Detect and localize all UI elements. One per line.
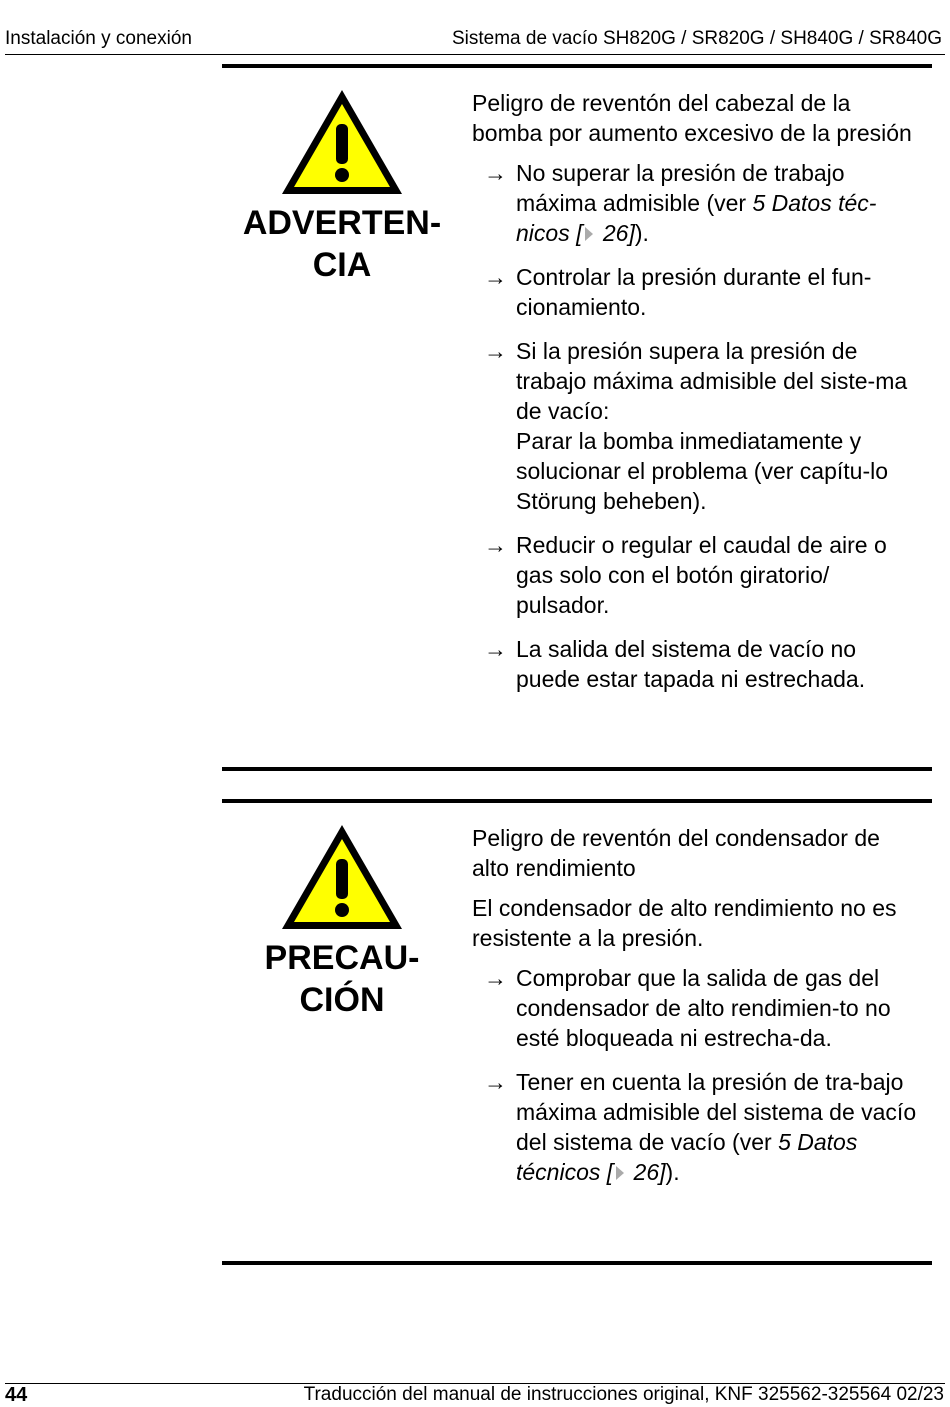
warning-notice <box>222 64 932 774</box>
action-list <box>472 158 922 694</box>
action-list <box>472 963 922 1187</box>
page-ref-arrow-icon <box>585 227 593 241</box>
action-text: No superar la presión de trabajo máxima admisible (ver <box>516 160 845 216</box>
arrow-right-icon: → <box>484 338 507 364</box>
notice-bottom-bar <box>222 1261 932 1265</box>
ref-title: 5 Datos téc-nicos [ <box>516 190 877 246</box>
ref-page: 26] <box>627 1159 666 1185</box>
ref-page: 26] <box>596 220 635 246</box>
page-ref-arrow-icon <box>616 1166 624 1180</box>
action-item <box>472 158 922 248</box>
action-text: Tener en cuenta la presión de tra-bajo máxima admisible del sistema de vacío del sistema de vacío (ver <box>516 1069 917 1155</box>
footer-document-info: Traducción del manual de instrucciones original, KNF 325562-325564 02/23 <box>303 1384 944 1405</box>
header-product-title: Sistema de vacío SH820G / SR820G / SH840G / SR840G <box>451 28 942 49</box>
header-section-title: Instalación y conexión <box>5 28 192 49</box>
notice-top-bar <box>222 799 932 803</box>
action-text-end: ). <box>665 1159 680 1185</box>
hazard-description: El condensador de alto rendimiento no es resistente a la presión. <box>472 895 897 951</box>
page-number: 44 <box>5 1384 28 1406</box>
action-text-continued: Parar la bomba inmediatamente y solucionar el problema (ver capítu-lo Störung beheben). <box>516 428 889 514</box>
signal-word-line: CIA <box>312 246 372 284</box>
notice-content <box>472 88 922 708</box>
signal-panel <box>222 821 462 1021</box>
action-text: La salida del sistema de vacío no puede estar tapada ni estrechada. <box>516 636 866 692</box>
action-item <box>472 1067 922 1187</box>
action-text: Si la presión supera la presión de trabajo máxima admisible del siste-ma de vacío: <box>516 338 908 424</box>
signal-word-warning <box>222 202 462 286</box>
notice-bottom-bar <box>222 767 932 771</box>
hazard-title: Peligro de reventón del condensador de alto rendimiento <box>472 825 880 881</box>
ref-title: 5 Datos técnicos [ <box>516 1129 858 1185</box>
notice-top-bar <box>222 64 932 68</box>
arrow-right-icon: → <box>484 1069 507 1095</box>
action-text-end: ). <box>634 220 649 246</box>
hazard-title: Peligro de reventón del cabezal de la bomba por aumento excesivo de la presión <box>472 90 912 146</box>
arrow-right-icon: → <box>484 965 507 991</box>
action-text: Comprobar que la salida de gas del condensador de alto rendimien-to no esté bloqueada ni estrecha-da. <box>516 965 891 1051</box>
warning-triangle-icon <box>278 86 406 198</box>
arrow-right-icon: → <box>484 160 507 186</box>
caution-notice <box>222 799 932 1269</box>
arrow-right-icon: → <box>484 532 507 558</box>
action-item <box>472 963 922 1053</box>
action-item <box>472 530 922 620</box>
signal-word-line: PRECAU- <box>264 939 420 977</box>
action-text: Controlar la presión durante el fun-cionamiento. <box>516 264 872 320</box>
notice-content <box>472 823 922 1201</box>
arrow-right-icon: → <box>484 264 507 290</box>
header-divider <box>5 54 945 55</box>
action-item <box>472 262 922 322</box>
action-text: Reducir o regular el caudal de aire o gas solo con el botón giratorio/ pulsador. <box>516 532 887 618</box>
arrow-right-icon: → <box>484 636 507 662</box>
action-item <box>472 634 922 694</box>
signal-word-caution <box>222 937 462 1021</box>
signal-word-line: CIÓN <box>299 981 385 1019</box>
signal-panel <box>222 86 462 286</box>
warning-triangle-icon <box>278 821 406 933</box>
action-item <box>472 336 922 516</box>
signal-word-line: ADVERTEN- <box>242 204 442 242</box>
